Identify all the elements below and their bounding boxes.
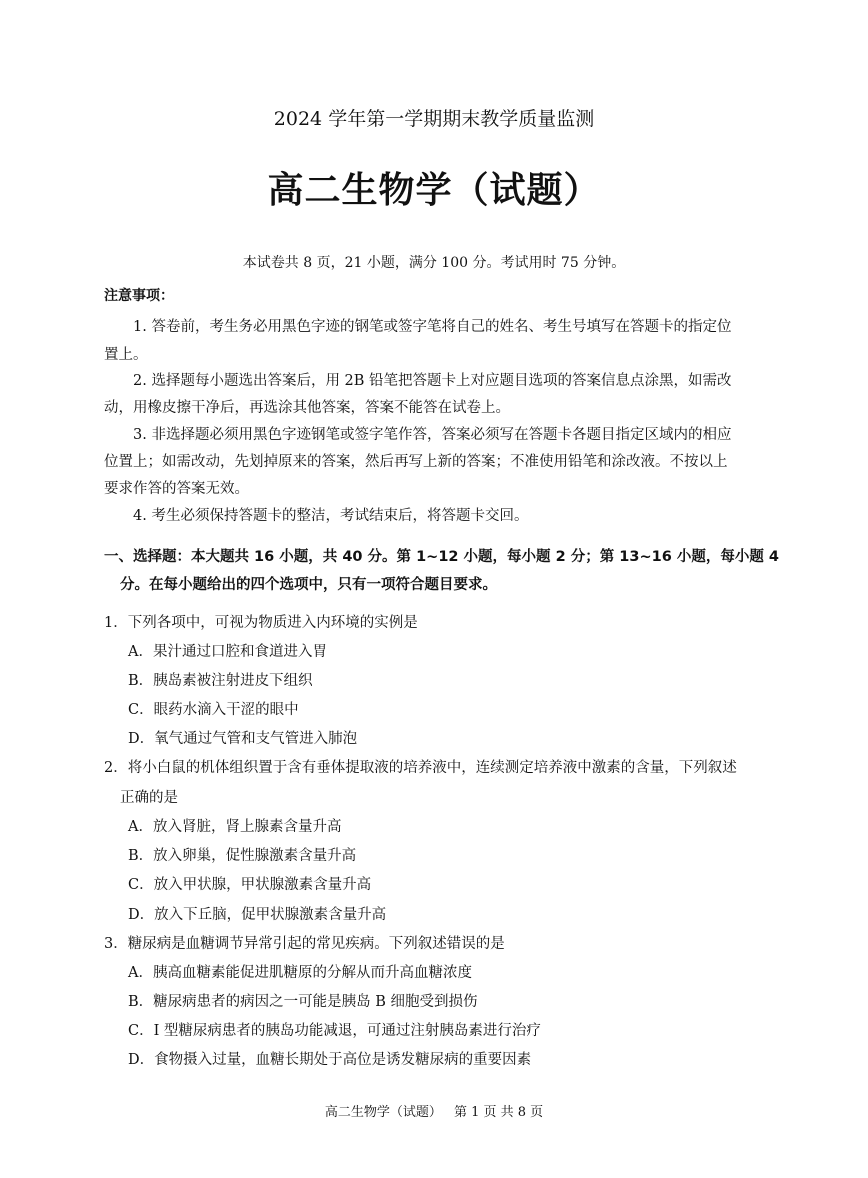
section-heading: 分。在每小题给出的四个选项中，只有一项符合题目要求。: [120, 577, 497, 593]
question-1-option-c: C．眼药水滴入干涩的眼中: [128, 702, 299, 718]
question-2-option-b: B．放入卵巢，促性腺激素含量升高: [128, 848, 357, 864]
notice-line: 1. 答卷前，考生务必用黑色字迹的钢笔或签字笔将自己的姓名、考生号填写在答题卡的指定位: [133, 319, 732, 335]
exam-info: 本试卷共 8 页，21 小题，满分 100 分。考试用时 75 分钟。: [242, 255, 626, 271]
notice-line: 置上。: [104, 347, 148, 363]
page-title: 高二生物学（试题）: [267, 169, 601, 211]
notice-line: 动，用橡皮擦干净后，再选涂其他答案，答案不能答在试卷上。: [104, 400, 510, 416]
question-1-option-d: D．氧气通过气管和支气管进入肺泡: [128, 731, 358, 747]
exam-title: 2024 学年第一学期期末教学质量监测: [273, 108, 595, 130]
question-3-stem: 3．糖尿病是血糖调节异常引起的常见疾病。下列叙述错误的是: [104, 936, 505, 952]
notice-line: 要求作答的答案无效。: [104, 481, 249, 497]
page-footer: [0, 1101, 868, 1120]
question-3-option-c: C．I 型糖尿病患者的胰岛功能减退，可通过注射胰岛素进行治疗: [128, 1023, 541, 1039]
question-2-option-d: D．放入下丘脑，促甲状腺激素含量升高: [128, 907, 387, 923]
question-1-stem: 1．下列各项中，可视为物质进入内环境的实例是: [104, 615, 418, 631]
notice-line: 位置上；如需改动，先划掉原来的答案，然后再写上新的答案；不准使用铅笔和涂改液。不按以上: [104, 454, 728, 470]
notice-line: 4. 考生必须保持答题卡的整洁，考试结束后，将答题卡交回。: [133, 508, 529, 524]
question-1-option-a: A．果汁通过口腔和食道进入胃: [128, 644, 327, 660]
question-3-option-d: D．食物摄入过量，血糖长期处于高位是诱发糖尿病的重要因素: [128, 1052, 532, 1068]
question-2-stem-cont: 正确的是: [120, 790, 178, 806]
footer-page-info: 第 1 页 共 8 页: [453, 1105, 544, 1120]
question-3-option-b: B．糖尿病患者的病因之一可能是胰岛 B 细胞受到损伤: [128, 994, 478, 1010]
notice-line: 2. 选择题每小题选出答案后，用 2B 铅笔把答题卡上对应题目选项的答案信息点涂黑，如需改: [133, 373, 732, 389]
section-heading: 一、选择题：本大题共 16 小题，共 40 分。第 1~12 小题，每小题 2 分；第 13~16 小题，每小题 4: [104, 549, 779, 565]
question-2-option-c: C．放入甲状腺，甲状腺激素含量升高: [128, 877, 372, 893]
notice-heading: 注意事项：: [104, 288, 174, 304]
notice-line: 3. 非选择题必须用黑色字迹钢笔或签字笔作答，答案必须写在答题卡各题目指定区域内的相应: [133, 427, 732, 443]
question-2-option-a: A．放入肾脏，肾上腺素含量升高: [128, 819, 342, 835]
question-3-option-a: A．胰高血糖素能促进肌糖原的分解从而升高血糖浓度: [128, 965, 472, 981]
footer-subject: 高二生物学（试题）: [324, 1105, 442, 1120]
question-2-stem: 2．将小白鼠的机体组织置于含有垂体提取液的培养液中，连续测定培养液中激素的含量，下列叙述: [104, 760, 737, 776]
question-1-option-b: B．胰岛素被注射进皮下组织: [128, 673, 313, 689]
